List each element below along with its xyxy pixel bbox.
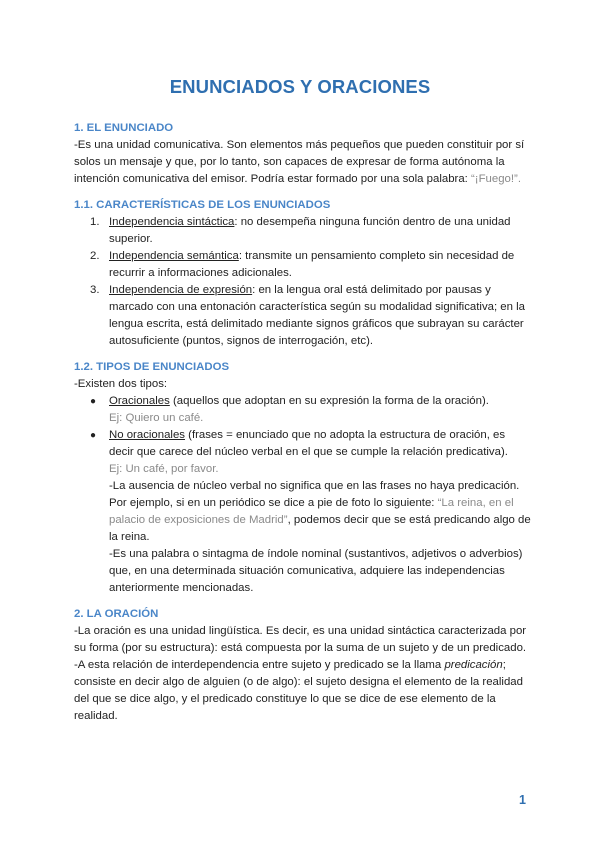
section-1-example: “¡Fuego!”. bbox=[471, 173, 522, 185]
bullet-text: (aquellos que adoptan en su expresión la forma de la oración). bbox=[169, 395, 489, 407]
bullet-icon: ● bbox=[90, 430, 97, 441]
bullet-term: No oracionales bbox=[109, 429, 185, 441]
bullet-example: Ej: Un café, por favor. bbox=[109, 463, 219, 475]
bullet-note bbox=[109, 478, 532, 546]
section-1-2-heading: 1.2. TIPOS DE ENUNCIADOS bbox=[74, 361, 230, 373]
paragraph-text: -A esta relación de interdependencia entre sujeto y predicado se la llama bbox=[74, 659, 445, 671]
list-term: Independencia sintáctica bbox=[109, 216, 235, 228]
section-1-body: -Es una unidad comunicativa. Son elementos más pequeños que pueden constituir por sí solos un mensaje y que, por lo tanto, son capaces de expresar de forma autónoma la intención comunicativa del emisor. Podría estar formado por una sola palabra: bbox=[74, 139, 525, 185]
list-item bbox=[74, 214, 532, 248]
page-title: ENUNCIADOS Y ORACIONES bbox=[169, 76, 431, 97]
list-term: Independencia semántica bbox=[109, 250, 239, 262]
bullet-text: (frases = enunciado que no adopta la estructura de oración, es decir que carece del núcleo verbal en el que se cumple la relación predicativa). bbox=[109, 429, 508, 458]
note-text: -La ausencia de núcleo verbal no significa que en las frases no haya predicación. Por ejemplo, si en un periódico se dice a pie de foto lo siguiente: bbox=[109, 480, 520, 509]
note-text: , podemos decir que se está predicando algo de la reina. bbox=[109, 514, 531, 543]
bullet-icon: ● bbox=[90, 396, 97, 407]
list-text: : en la lengua oral está delimitado por pausas y marcado con una entonación característica según su modalidad significativa; en la lengua escrita, está delimitado mediante signos gráficos que subrayan su carácter autosuficiente (puntos, signos de interrogación, etc). bbox=[109, 284, 526, 347]
list-number: 2. bbox=[90, 250, 100, 262]
list-item bbox=[74, 282, 532, 350]
section-2-paragraph-1: -La oración es una unidad lingüística. Es decir, es una unidad sintáctica caracterizada por su forma (por su estructura): está compuesta por la suma de un sujeto y de un predicado. bbox=[74, 625, 527, 654]
paragraph-emphasis: predicación bbox=[444, 659, 503, 671]
section-1-heading: 1. EL ENUNCIADO bbox=[74, 122, 174, 134]
list-term: Independencia de expresión bbox=[109, 284, 253, 296]
bullet-item bbox=[74, 427, 532, 597]
bullet-note: -Es una palabra o sintagma de índole nominal (sustantivos, adjetivos o adverbios) que, en una determinada situación comunicativa, adquiere las independencias anteriormente mencionadas. bbox=[109, 548, 523, 594]
section-2-heading: 2. LA ORACIÓN bbox=[74, 608, 159, 620]
page-number: 1 bbox=[519, 793, 526, 807]
section-1-1-heading: 1.1. CARACTERÍSTICAS DE LOS ENUNCIADOS bbox=[74, 199, 331, 211]
list-item bbox=[74, 248, 532, 282]
list-number: 1. bbox=[90, 216, 100, 228]
bullet-item bbox=[74, 393, 532, 427]
list-text: : transmite un pensamiento completo sin necesidad de recurrir a informaciones adicionales. bbox=[109, 250, 515, 279]
section-1-2-intro: -Existen dos tipos: bbox=[74, 378, 168, 390]
bullet-term: Oracionales bbox=[109, 395, 170, 407]
section-2-paragraph-2 bbox=[74, 657, 532, 725]
document-body bbox=[74, 120, 532, 725]
paragraph-text: ; consiste en decir algo de alguien (o de algo): el sujeto designa el elemento de la realidad del que se dice algo, y el predicado constituye lo que se dice de ese elemento de la realidad. bbox=[74, 659, 523, 722]
list-number: 3. bbox=[90, 284, 100, 296]
note-quote: “La reina, en el palacio de exposiciones de Madrid” bbox=[109, 497, 514, 526]
list-text: : no desempeña ninguna función dentro de una unidad superior. bbox=[109, 216, 511, 245]
section-1-paragraph bbox=[74, 137, 532, 188]
bullet-example: Ej: Quiero un café. bbox=[109, 412, 204, 424]
